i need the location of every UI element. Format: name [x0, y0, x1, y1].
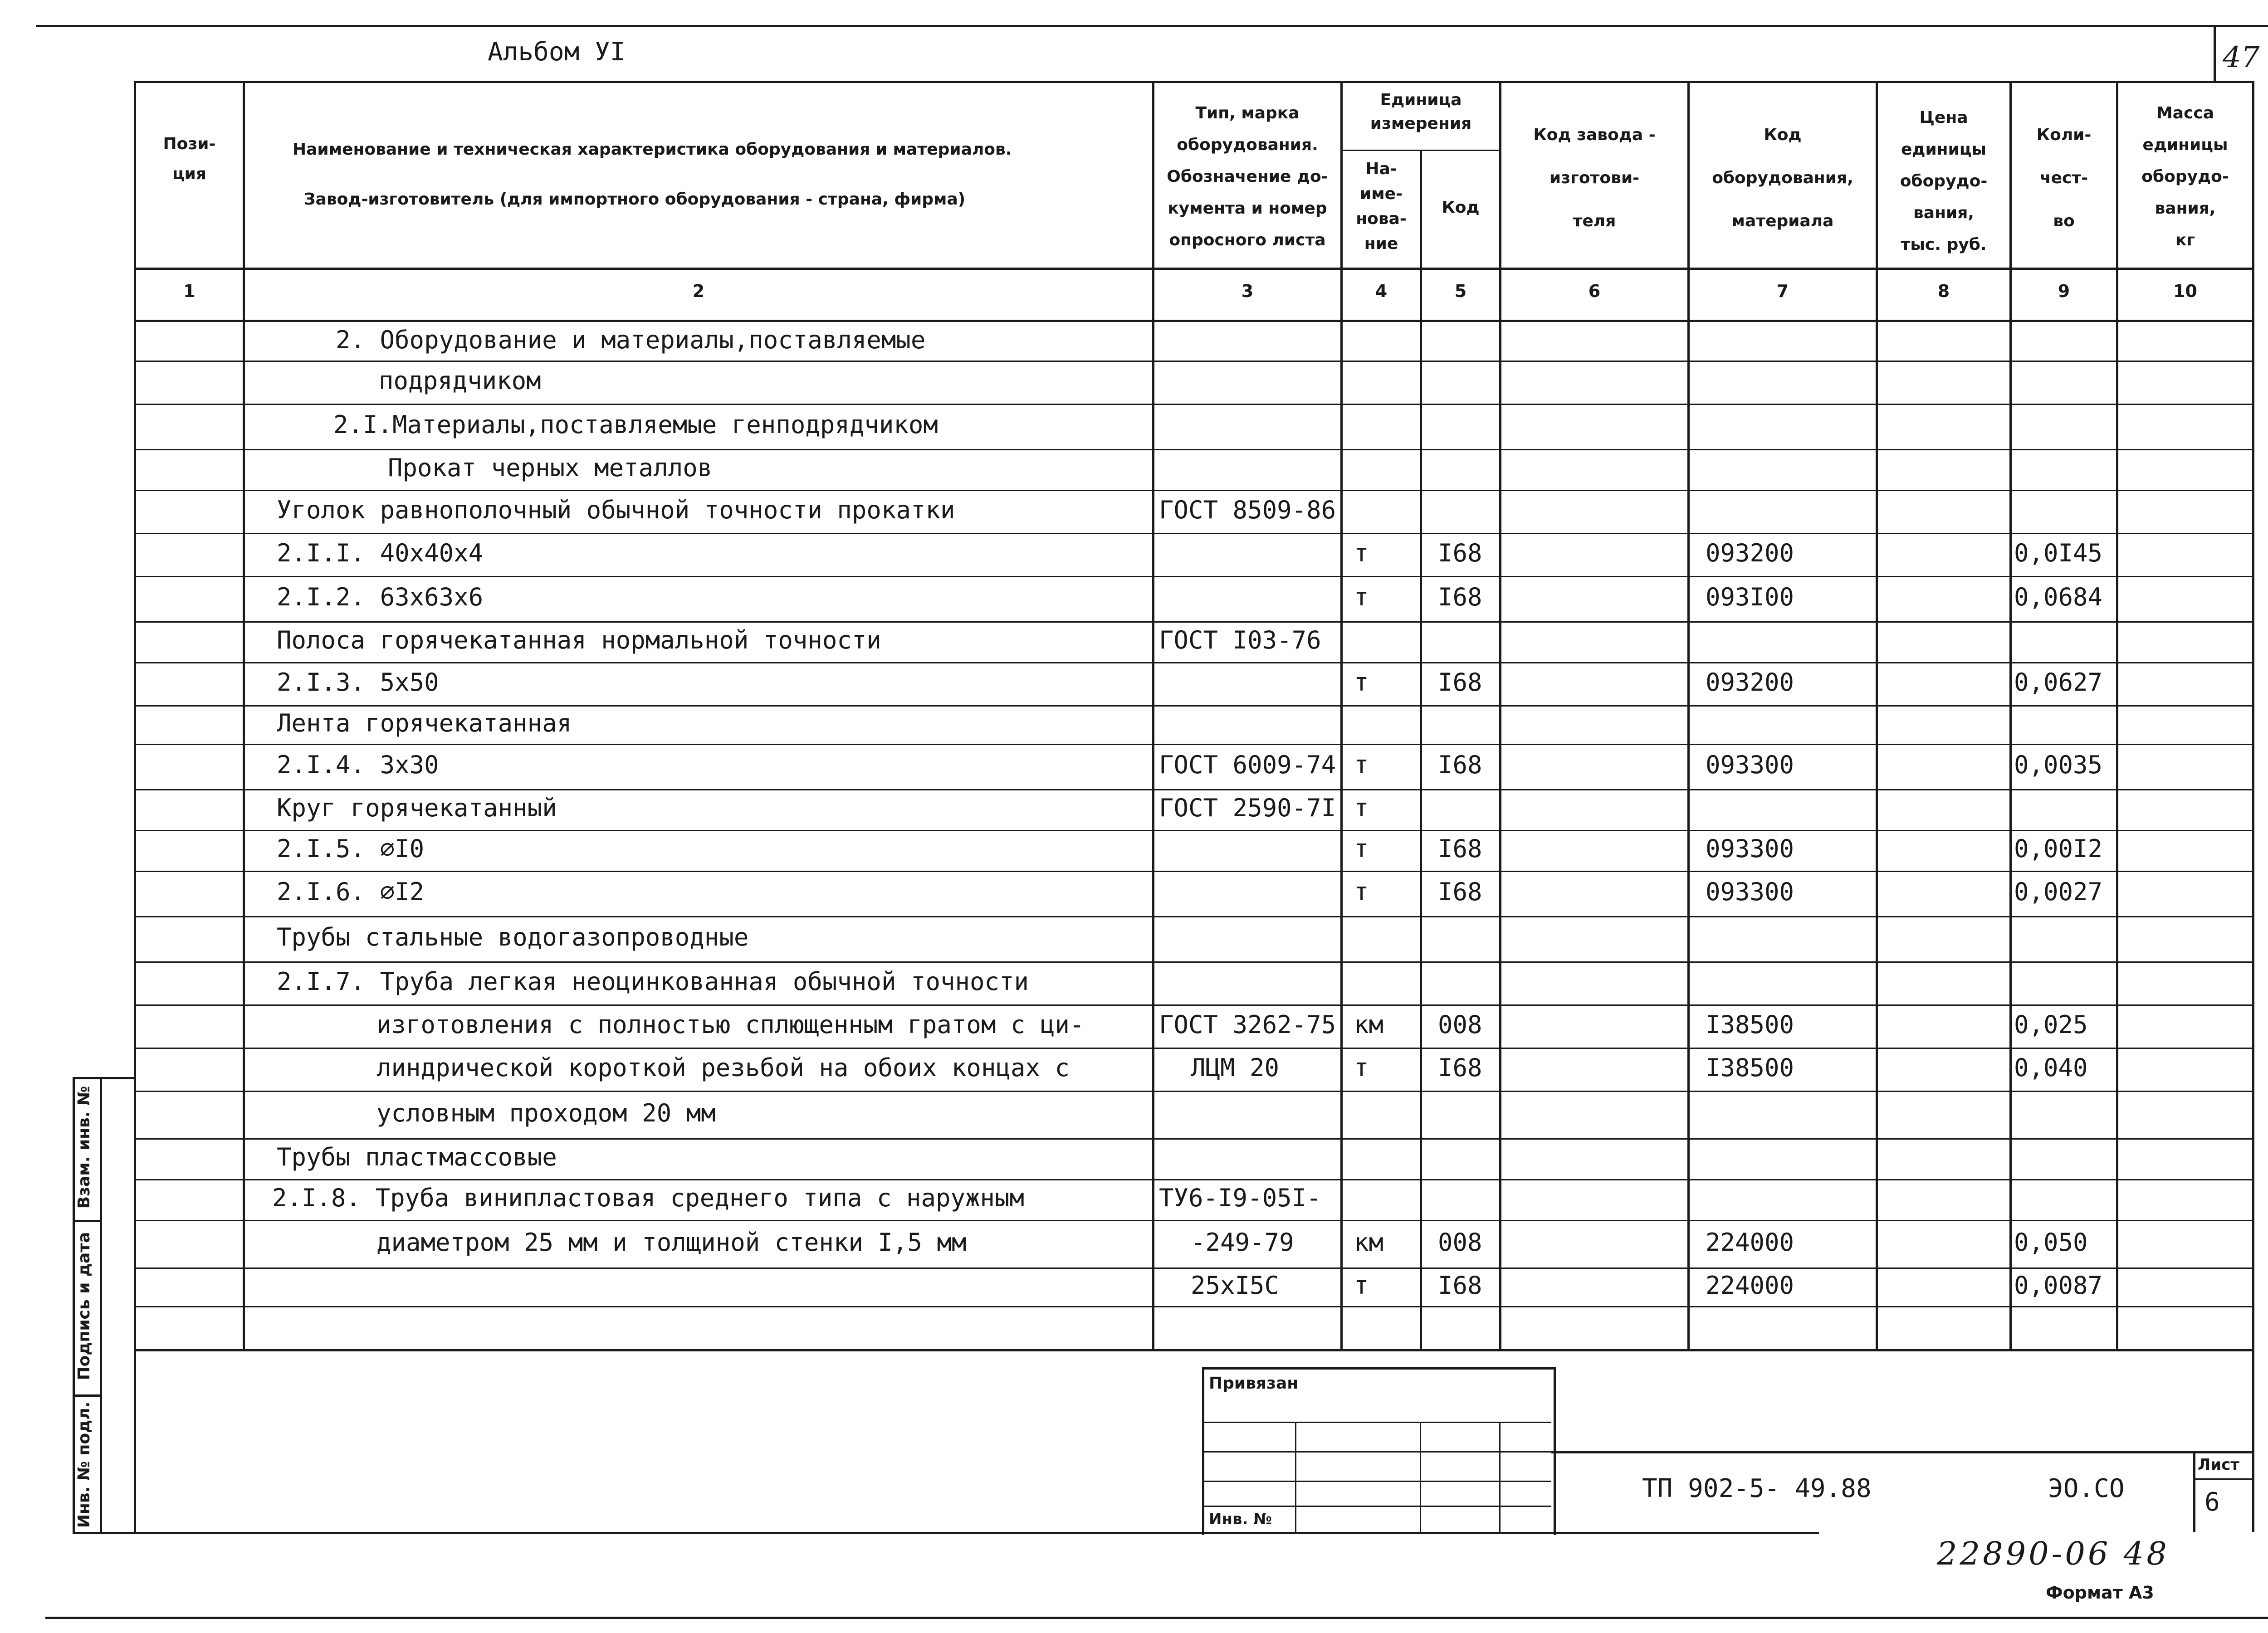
row-code: 093300 — [1706, 751, 1794, 779]
header-unit: Единица измерения — [1370, 91, 1472, 133]
row-unit: т — [1354, 583, 1369, 611]
header-factory-code: Код завода - изготови- теля — [1533, 126, 1656, 230]
row-unit: т — [1354, 834, 1369, 863]
row-divider — [134, 404, 2252, 405]
colnum-3: 3 — [1241, 281, 1254, 301]
side-label-vzam: Взам. инв. № — [75, 1086, 93, 1209]
stamp-vline-1 — [1295, 1422, 1296, 1532]
row-divider — [134, 744, 2252, 745]
row-name: 2.I.7. Труба легкая неоцинкованная обычной точности — [277, 967, 1029, 996]
row-name: Полоса горячекатанная нормальной точности — [277, 626, 881, 654]
page-number: 47 — [2223, 41, 2260, 74]
row-divider — [134, 961, 2252, 963]
row-unit: км — [1354, 1010, 1384, 1039]
row-unit-code: I68 — [1438, 538, 1482, 567]
unit-split — [1340, 150, 1499, 151]
row-unit: т — [1354, 668, 1369, 697]
row-divider — [134, 1179, 2252, 1180]
sheet-box-left — [2193, 1451, 2195, 1532]
row-code: 093300 — [1706, 877, 1794, 906]
row-type: ГОСТ 2590-7I — [1159, 794, 1336, 822]
row-qty: 0,0087 — [2014, 1271, 2103, 1300]
colnum-bottom — [134, 320, 2252, 322]
col-border-3 — [1340, 81, 1343, 1349]
row-name: Прокат черных металлов — [388, 453, 713, 482]
header-name: Наименование и техническая характеристика оборудования и материалов. Завод-изготовитель (для импортного оборудования - страна, фирма) — [293, 140, 1012, 209]
row-unit: т — [1354, 794, 1369, 822]
row-name: Лента горячекатанная — [277, 708, 572, 737]
col-border-2 — [1152, 81, 1154, 1349]
col-border-right — [2252, 81, 2254, 1532]
row-name: Трубы пластмассовые — [277, 1143, 557, 1171]
row-unit-code: I68 — [1438, 668, 1482, 697]
row-qty: 0,040 — [2014, 1053, 2088, 1082]
row-divider — [134, 705, 2252, 707]
row-unit-code: I68 — [1438, 751, 1482, 779]
row-divider — [134, 533, 2252, 534]
title-block-top — [1551, 1451, 2252, 1453]
row-name: 2.I.Материалы,поставляемые генподрядчиком — [333, 410, 938, 439]
row-unit: т — [1354, 538, 1369, 567]
row-code: 093200 — [1706, 668, 1794, 697]
colnum-2: 2 — [692, 281, 705, 301]
row-code: I38500 — [1706, 1053, 1794, 1082]
stamp-vline-2 — [1420, 1422, 1421, 1532]
row-unit-code: I68 — [1438, 583, 1482, 611]
row-name: 2.I.8. Труба винипластовая среднего типа с наружным — [272, 1184, 1025, 1212]
page-number-divider — [2214, 25, 2216, 82]
bottom-border — [45, 1617, 2268, 1619]
row-divider — [134, 621, 2252, 623]
col-border-9 — [2116, 81, 2118, 1349]
row-qty: 0,0035 — [2014, 751, 2103, 779]
colnum-4: 4 — [1375, 281, 1388, 301]
colnum-10: 10 — [2173, 281, 2197, 301]
row-divider — [134, 1220, 2252, 1221]
row-unit-code: I68 — [1438, 1271, 1482, 1300]
top-border — [36, 25, 2268, 27]
stamp-inv-no: Инв. № — [1209, 1510, 1272, 1528]
row-name: изготовления с полностью сплющенным гратом с ци- — [376, 1010, 1085, 1039]
row-unit: т — [1354, 1053, 1369, 1082]
row-unit: т — [1354, 1271, 1369, 1300]
row-type: ТУ6-I9-05I- — [1159, 1184, 1321, 1212]
row-unit-code: I68 — [1438, 834, 1482, 863]
row-name: 2. Оборудование и материалы,поставляемые — [336, 325, 926, 354]
row-unit: т — [1354, 877, 1369, 906]
table-body-bottom — [134, 1349, 2252, 1351]
row-qty: 0,00I2 — [2014, 834, 2103, 863]
header-unit-code: Код — [1442, 198, 1480, 217]
row-unit-code: I68 — [1438, 1053, 1482, 1082]
row-type: ГОСТ 6009-74 — [1159, 751, 1336, 779]
row-unit-code: 008 — [1438, 1010, 1482, 1039]
row-divider — [134, 1267, 2252, 1269]
colnum-8: 8 — [1937, 281, 1950, 301]
handwritten-number: 22890-06 48 — [1937, 1535, 2170, 1572]
row-code: 093300 — [1706, 834, 1794, 863]
row-divider — [134, 1048, 2252, 1049]
row-divider — [134, 871, 2252, 872]
section-code: ЭО.СО — [2048, 1474, 2125, 1503]
header-price: Цена единицы оборудо- вания, тыс. руб. — [1900, 108, 1988, 254]
row-name: Круг горячекатанный — [277, 794, 557, 822]
row-qty: 0,0027 — [2014, 877, 2103, 906]
header-equipment-code: Код оборудования, материала — [1712, 126, 1853, 230]
row-divider — [134, 789, 2252, 790]
colnum-5: 5 — [1454, 281, 1467, 301]
row-name: линдрической короткой резьбой на обоих концах с — [376, 1053, 1070, 1082]
col-border-8 — [2009, 81, 2012, 1349]
row-name: 2.I.2. 63х63х6 — [277, 583, 484, 611]
header-mass: Масса единицы оборудо- вания, кг — [2141, 104, 2229, 249]
row-divider — [134, 662, 2252, 663]
col-border-5 — [1499, 81, 1501, 1349]
row-type: ГОСТ I03-76 — [1159, 626, 1321, 654]
row-name: условным проходом 20 мм — [376, 1098, 716, 1127]
colnum-7: 7 — [1776, 281, 1789, 301]
side-label-podpis: Подпись и дата — [75, 1232, 93, 1380]
col-border-4 — [1420, 150, 1422, 1349]
row-type: ГОСТ 3262-75 — [1159, 1010, 1336, 1039]
row-type: 25хI5С — [1191, 1271, 1280, 1300]
row-divider — [134, 1306, 2252, 1307]
row-name: Трубы стальные водогазопроводные — [277, 923, 749, 951]
stamp-vline-3 — [1499, 1422, 1501, 1532]
header-bottom — [134, 268, 2252, 270]
row-unit: км — [1354, 1228, 1384, 1257]
sheet-number: 6 — [2204, 1487, 2220, 1517]
row-name: диаметром 25 мм и толщиной стенки I,5 мм — [376, 1228, 967, 1257]
row-code: 224000 — [1706, 1228, 1794, 1257]
row-unit-code: I68 — [1438, 877, 1482, 906]
table-top — [134, 81, 2252, 83]
row-code: 093I00 — [1706, 583, 1794, 611]
row-divider — [134, 916, 2252, 917]
row-divider — [134, 1004, 2252, 1006]
row-divider — [134, 490, 2252, 491]
colnum-9: 9 — [2058, 281, 2070, 301]
sheet-label: Лист — [2198, 1456, 2239, 1474]
row-name: 2.I.5. ⌀I0 — [277, 834, 425, 863]
header-quantity: Коли- чест- во — [2036, 126, 2092, 230]
sheet-box-line — [2193, 1478, 2252, 1480]
row-name: 2.I.4. 3х30 — [277, 751, 439, 779]
row-divider — [134, 1091, 2252, 1092]
side-label-inv: Инв. № подл. — [75, 1401, 93, 1528]
row-type: ГОСТ 8509-86 — [1159, 495, 1336, 524]
header-type: Тип, марка оборудования. Обозначение до- кумента и номер опросного листа — [1167, 104, 1328, 249]
row-unit-code: 008 — [1438, 1228, 1482, 1257]
row-name: подрядчиком — [379, 366, 541, 395]
doc-code: ТП 902-5- 49.88 — [1642, 1474, 1872, 1503]
row-code: I38500 — [1706, 1010, 1794, 1039]
frame-bottom — [73, 1532, 1819, 1534]
header-position: Пози- ция — [163, 135, 216, 183]
row-unit: т — [1354, 751, 1369, 779]
row-qty: 0,025 — [2014, 1010, 2088, 1039]
col-border-7 — [1876, 81, 1878, 1349]
row-qty: 0,0684 — [2014, 583, 2103, 611]
row-qty: 0,050 — [2014, 1228, 2088, 1257]
row-code: 224000 — [1706, 1271, 1794, 1300]
stamp-privyazan: Привязан — [1209, 1374, 1299, 1393]
album-title: Альбом УI — [488, 37, 626, 67]
row-qty: 0,0627 — [2014, 668, 2103, 697]
row-name: 2.I.3. 5х50 — [277, 668, 439, 697]
row-type: -249-79 — [1191, 1228, 1294, 1257]
format-label: Формат А3 — [2046, 1583, 2154, 1603]
col-border-1 — [243, 81, 245, 1349]
row-name: 2.I.6. ⌀I2 — [277, 877, 425, 906]
row-divider — [134, 361, 2252, 362]
row-divider — [134, 449, 2252, 450]
side-divider — [100, 1077, 102, 1532]
row-divider — [134, 1138, 2252, 1140]
row-code: 093200 — [1706, 538, 1794, 567]
row-name: Уголок равнополочный обычной точности прокатки — [277, 495, 955, 524]
header-unit-name: На- име- нова- ние — [1356, 160, 1407, 253]
row-name: 2.I.I. 40х40х4 — [277, 538, 484, 567]
colnum-1: 1 — [183, 281, 196, 301]
row-divider — [134, 576, 2252, 577]
row-qty: 0,0I45 — [2014, 538, 2103, 567]
colnum-6: 6 — [1588, 281, 1601, 301]
row-type: ЛЦМ 20 — [1191, 1053, 1280, 1082]
row-divider — [134, 830, 2252, 831]
col-border-6 — [1687, 81, 1690, 1349]
